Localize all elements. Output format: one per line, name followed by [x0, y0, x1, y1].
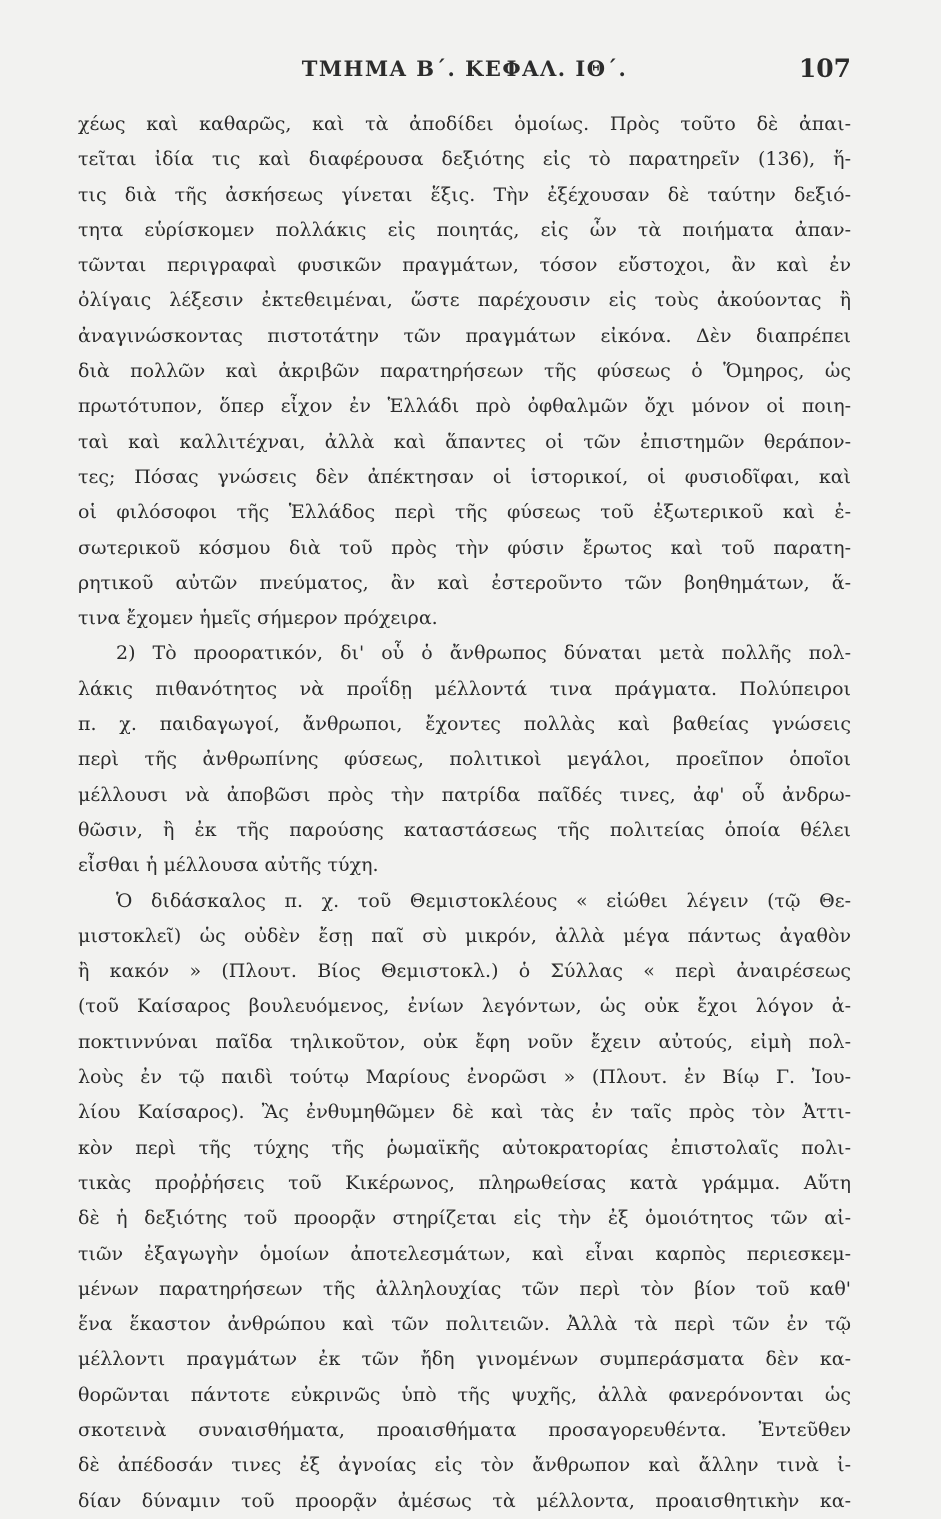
text-line: δὲ ἡ δεξιότης τοῦ προορᾷν στηρίζεται εἰς τὴν ἐξ ὁμοιότητος τῶν αἰ- — [78, 1207, 851, 1230]
text-line: ρητικοῦ αὐτῶν πνεύματος, ἂν καὶ ἐστεροῦντο τῶν βοηθημάτων, ἅ- — [78, 571, 851, 594]
text-line: τες; Πόσας γνώσεις δὲν ἀπέκτησαν οἱ ἱστορικοί, οἱ φυσιοδῖφαι, καὶ — [78, 465, 851, 488]
body-text — [78, 107, 851, 1519]
text-line: ἀναγινώσκοντας πιστοτάτην τῶν πραγμάτων εἰκόνα. Δὲν διαπρέπει — [78, 324, 851, 347]
text-line: χέως καὶ καθαρῶς, καὶ τὰ ἀποδίδει ὁμοίως. Πρὸς τοῦτο δὲ ἀπαι- — [78, 113, 851, 135]
text-line: δίαν δύναμιν τοῦ προορᾷν ἀμέσως τὰ μέλλοντα, προαισθητικὴν κα- — [78, 1489, 851, 1512]
text-line: μιστοκλεῖ) ὡς οὐδὲν ἔσῃ παῖ σὺ μικρόν, ἀλλὰ μέγα πάντως ἀγαθὸν — [78, 924, 851, 947]
text-line: μένων παρατηρήσεων τῆς ἀλληλουχίας τῶν περὶ τὸν βίον τοῦ καθ' — [78, 1277, 851, 1300]
text-line: 2) Τὸ προορατικόν, δι' οὗ ὁ ἄνθρωπος δύναται μετὰ πολλῆς πολ- — [116, 642, 851, 665]
text-line: δὲ ἀπέδοσάν τινες ἐξ ἀγνοίας εἰς τὸν ἄνθρωπον καὶ ἄλλην τινὰ ἰ- — [78, 1454, 851, 1477]
running-head: ΤΜΗΜΑ Β΄. ΚΕΦΑΛ. ΙΘ΄. — [301, 56, 628, 81]
page-number: 107 — [798, 54, 851, 83]
text-line: κὸν περὶ τῆς τύχης τῆς ῥωμαϊκῆς αὐτοκρατορίας ἐπιστολαῖς πολι- — [78, 1136, 851, 1159]
text-line: εἶσθαι ἡ μέλλουσα αὐτῆς τύχη. — [78, 854, 379, 877]
text-line: τινα ἔχομεν ἡμεῖς σήμερον πρόχειρα. — [78, 607, 438, 630]
text-line: (τοῦ Καίσαρος βουλευόμενος, ἐνίων λεγόντων, ὡς οὐκ ἔχοι λόγον ἀ- — [78, 995, 851, 1018]
text-line: τιῶν ἐξαγωγὴν ὁμοίων ἀποτελεσμάτων, καὶ εἶναι καρπὸς περιεσκεμ- — [78, 1242, 851, 1265]
text-line: λίου Καίσαρος). Ἂς ἐνθυμηθῶμεν δὲ καὶ τὰς ἐν ταῖς πρὸς τὸν Ἀττι- — [78, 1101, 851, 1124]
text-line: π. χ. παιδαγωγοί, ἄνθρωποι, ἔχοντες πολλὰς καὶ βαθείας γνώσεις — [78, 713, 851, 736]
text-line: πρωτότυπον, ὅπερ εἶχον ἐν Ἑλλάδι πρὸ ὀφθαλμῶν ὄχι μόνον οἱ ποιη- — [78, 395, 851, 418]
text-line: μέλλουσι νὰ ἀποβῶσι πρὸς τὴν πατρίδα παῖδές τινες, ἀφ' οὗ ἀνδρω- — [78, 783, 851, 806]
text-line: ἢ κακόν » (Πλουτ. Βίος Θεμιστοκλ.) ὁ Σύλλας « περὶ ἀναιρέσεως — [78, 960, 851, 983]
text-line: οἱ φιλόσοφοι τῆς Ἑλλάδος περὶ τῆς φύσεως τοῦ ἐξωτερικοῦ καὶ ἐ- — [78, 501, 851, 524]
text-line: λάκις πιθανότητος νὰ προΐδῃ μέλλοντά τινα πράγματα. Πολύπειροι — [78, 677, 851, 700]
text-line: περὶ τῆς ἀνθρωπίνης φύσεως, πολιτικοὶ μεγάλοι, προεῖπον ὁποῖοι — [78, 748, 851, 771]
text-line: τεῖται ἰδία τις καὶ διαφέρουσα δεξιότης εἰς τὸ παρατηρεῖν (136), ἥ- — [78, 148, 851, 171]
text-line: ποκτιννύναι παῖδα τηλικοῦτον, οὐκ ἔφη νοῦν ἔχειν αὐτούς, εἰμὴ πολ- — [78, 1030, 851, 1053]
text-line: ὀλίγαις λέξεσιν ἐκτεθειμέναι, ὥστε παρέχουσιν εἰς τοὺς ἀκούοντας ἢ — [78, 289, 851, 312]
text-line: τικὰς προῤῥήσεις τοῦ Κικέρωνος, πληρωθείσας κατὰ γράμμα. Αὕτη — [78, 1171, 851, 1194]
text-line: διὰ πολλῶν καὶ ἀκριβῶν παρατηρήσεων τῆς φύσεως ὁ Ὅμηρος, ὡς — [78, 360, 851, 383]
text-line: Ὁ διδάσκαλος π. χ. τοῦ Θεμιστοκλέους « εἰώθει λέγειν (τῷ Θε- — [116, 889, 851, 912]
text-line: ταὶ καὶ καλλιτέχναι, ἀλλὰ καὶ ἅπαντες οἱ τῶν ἐπιστημῶν θεράπον- — [78, 430, 851, 453]
text-line: θῶσιν, ἢ ἐκ τῆς παρούσης καταστάσεως τῆς πολιτείας ὁποία θέλει — [78, 818, 851, 841]
text-line: σκοτεινὰ συναισθήματα, προαισθήματα προσαγορευθέντα. Ἐντεῦθεν — [78, 1418, 851, 1441]
text-line: τις διὰ τῆς ἀσκήσεως γίνεται ἕξις. Τὴν ἐξέχουσαν δὲ ταύτην δεξιό- — [78, 183, 851, 206]
text-line: τῶνται περιγραφαὶ φυσικῶν πραγμάτων, τόσον εὔστοχοι, ἂν καὶ ἐν — [78, 254, 851, 277]
text-line: ἕνα ἕκαστον ἀνθρώπου καὶ τῶν πολιτειῶν. Ἀλλὰ τὰ περὶ τῶν ἐν τῷ — [78, 1313, 851, 1336]
text-line: θορῶνται πάντοτε εὐκρινῶς ὑπὸ τῆς ψυχῆς, ἀλλὰ φανερόνονται ὡς — [78, 1383, 851, 1406]
text-line: λοὺς ἐν τῷ παιδὶ τούτῳ Μαρίους ἐνορῶσι » (Πλουτ. ἐν Βίῳ Γ. Ἰου- — [78, 1066, 851, 1089]
text-line: μέλλοντι πραγμάτων ἐκ τῶν ἤδη γινομένων συμπεράσματα δὲν κα- — [78, 1348, 851, 1371]
text-line: τητα εὑρίσκομεν πολλάκις εἰς ποιητάς, εἰς ὧν τὰ ποιήματα ἀπαν- — [78, 218, 851, 241]
page-header — [78, 54, 851, 94]
text-line: σωτερικοῦ κόσμου διὰ τοῦ πρὸς τὴν φύσιν ἔρωτος καὶ τοῦ παρατη- — [78, 536, 851, 559]
